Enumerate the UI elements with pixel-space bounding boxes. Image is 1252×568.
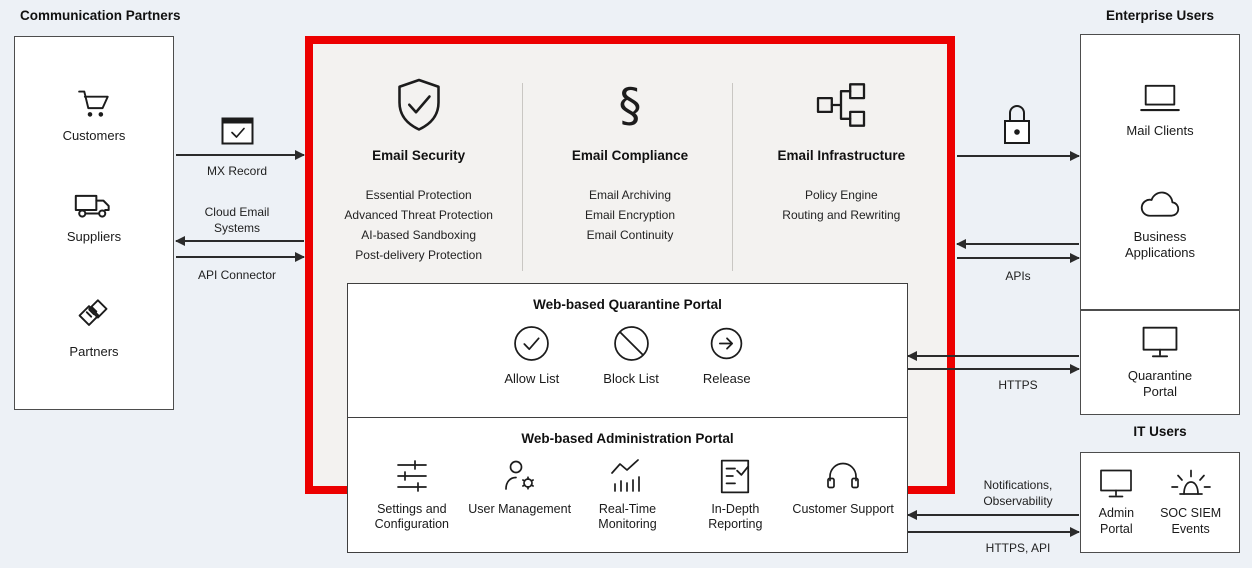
email-infrastructure-list <box>736 185 947 225</box>
list-item: Email Encryption <box>584 208 676 222</box>
email-compliance-column <box>524 70 735 265</box>
admin-portal-section <box>348 418 907 552</box>
headset-icon <box>824 459 862 494</box>
report-check-icon <box>719 458 751 495</box>
suppliers-node <box>67 193 121 245</box>
circle-check-icon <box>513 325 550 362</box>
it-users-box <box>1080 452 1240 553</box>
block-list-item <box>603 325 659 386</box>
cloud-icon <box>1137 188 1183 220</box>
chart-monitoring-icon <box>607 458 647 494</box>
release-item <box>703 325 751 386</box>
mx-record-arrow <box>176 154 304 156</box>
admin-portal-node <box>1090 468 1142 537</box>
mail-clients-label: Mail Clients <box>1126 123 1194 139</box>
email-security-column <box>313 70 524 265</box>
cloud-email-systems-arrow <box>176 240 304 242</box>
section-sign-icon: § <box>618 78 642 132</box>
user-gear-icon <box>501 458 539 494</box>
in-depth-reporting-label: In-Depth Reporting <box>708 502 763 531</box>
circle-arrow-right-icon <box>708 325 745 362</box>
customer-support-item <box>791 455 895 532</box>
notifications-observability-label: Notifications, Observability <box>983 478 1053 508</box>
browser-check-icon <box>221 117 254 145</box>
apis-arrow-left <box>957 243 1079 245</box>
communication-partners-heading: Communication Partners <box>20 8 181 23</box>
circle-slash-icon <box>613 325 650 362</box>
communication-partners-box <box>14 36 174 410</box>
block-list-label: Block List <box>603 371 659 386</box>
list-item: Email Archiving <box>588 188 671 202</box>
suppliers-label: Suppliers <box>66 229 122 244</box>
customers-node <box>63 87 126 144</box>
padlock-icon <box>1000 100 1034 148</box>
business-applications-node <box>1114 188 1206 261</box>
apis-label: APIs <box>1005 269 1031 283</box>
soc-siem-events-node <box>1152 468 1230 537</box>
admin-portal-label: Admin Portal <box>1098 506 1135 536</box>
customer-support-label: Customer Support <box>792 502 894 516</box>
in-depth-reporting-item <box>683 455 787 532</box>
real-time-monitoring-item <box>575 455 679 532</box>
laptop-icon <box>1138 83 1182 114</box>
https-arrow-left <box>908 355 1079 357</box>
business-applications-label: Business Applications <box>1124 228 1196 260</box>
mail-clients-node <box>1126 83 1193 139</box>
network-nodes-icon <box>815 82 867 128</box>
sliders-icon <box>392 458 432 494</box>
partners-label: Partners <box>69 343 119 359</box>
https-api-label: HTTPS, API <box>985 541 1051 555</box>
https-arrow-right <box>908 368 1079 370</box>
shield-check-icon <box>392 77 446 134</box>
user-management-label: User Management <box>468 502 572 516</box>
https-label: HTTPS <box>998 378 1038 392</box>
quarantine-portal-node <box>1120 325 1200 400</box>
list-item: AI-based Sandboxing <box>361 228 477 242</box>
quarantine-portal-title: Web-based Quarantine Portal <box>533 297 722 312</box>
soc-siem-events-label: SOC SIEM Events <box>1160 506 1222 536</box>
allow-list-label: Allow List <box>504 371 560 386</box>
admin-portal-title: Web-based Administration Portal <box>521 431 734 446</box>
shopping-cart-icon <box>75 87 113 119</box>
email-compliance-list <box>524 185 735 245</box>
list-item: Routing and Rewriting <box>782 208 901 222</box>
list-item: Essential Protection <box>365 188 472 202</box>
user-management-item <box>468 455 572 532</box>
email-security-title: Email Security <box>372 148 466 163</box>
siren-icon <box>1169 468 1213 501</box>
handshake-icon <box>74 295 114 335</box>
apis-arrow-right <box>957 257 1079 259</box>
mx-record-label: MX Record <box>206 164 268 178</box>
allow-list-item <box>504 325 559 386</box>
api-connector-label: API Connector <box>197 268 277 282</box>
notifications-arrow <box>908 514 1079 516</box>
monitor-icon <box>1098 468 1134 499</box>
email-infrastructure-title: Email Infrastructure <box>777 148 906 163</box>
secure-mail-arrow <box>957 155 1079 157</box>
quarantine-portal-box <box>1080 310 1240 415</box>
list-item: Advanced Threat Protection <box>344 208 493 222</box>
delivery-truck-icon <box>74 193 114 220</box>
email-compliance-title: Email Compliance <box>571 148 689 163</box>
email-infrastructure-column <box>736 70 947 265</box>
monitor-icon <box>1140 325 1180 359</box>
portals-box <box>347 283 908 553</box>
it-users-heading: IT Users <box>1133 424 1187 439</box>
cloud-email-systems-label: Cloud Email Systems <box>204 205 270 235</box>
settings-configuration-item <box>360 455 464 532</box>
quarantine-portal-label: Quarantine Portal <box>1127 368 1193 399</box>
email-security-list <box>313 185 524 265</box>
list-item: Email Continuity <box>586 228 674 242</box>
customers-label: Customers <box>62 127 126 143</box>
enterprise-users-box <box>1080 34 1240 310</box>
quarantine-portal-section <box>348 284 907 418</box>
https-api-arrow <box>908 531 1079 533</box>
partners-node <box>69 295 118 360</box>
real-time-monitoring-label: Real-Time Monitoring <box>598 502 657 531</box>
list-item: Post-delivery Protection <box>355 248 483 262</box>
api-connector-arrow <box>176 256 304 258</box>
list-item: Policy Engine <box>804 188 878 202</box>
release-label: Release <box>702 371 751 386</box>
enterprise-users-heading: Enterprise Users <box>1105 8 1215 23</box>
settings-configuration-label: Settings and Configuration <box>374 502 449 531</box>
